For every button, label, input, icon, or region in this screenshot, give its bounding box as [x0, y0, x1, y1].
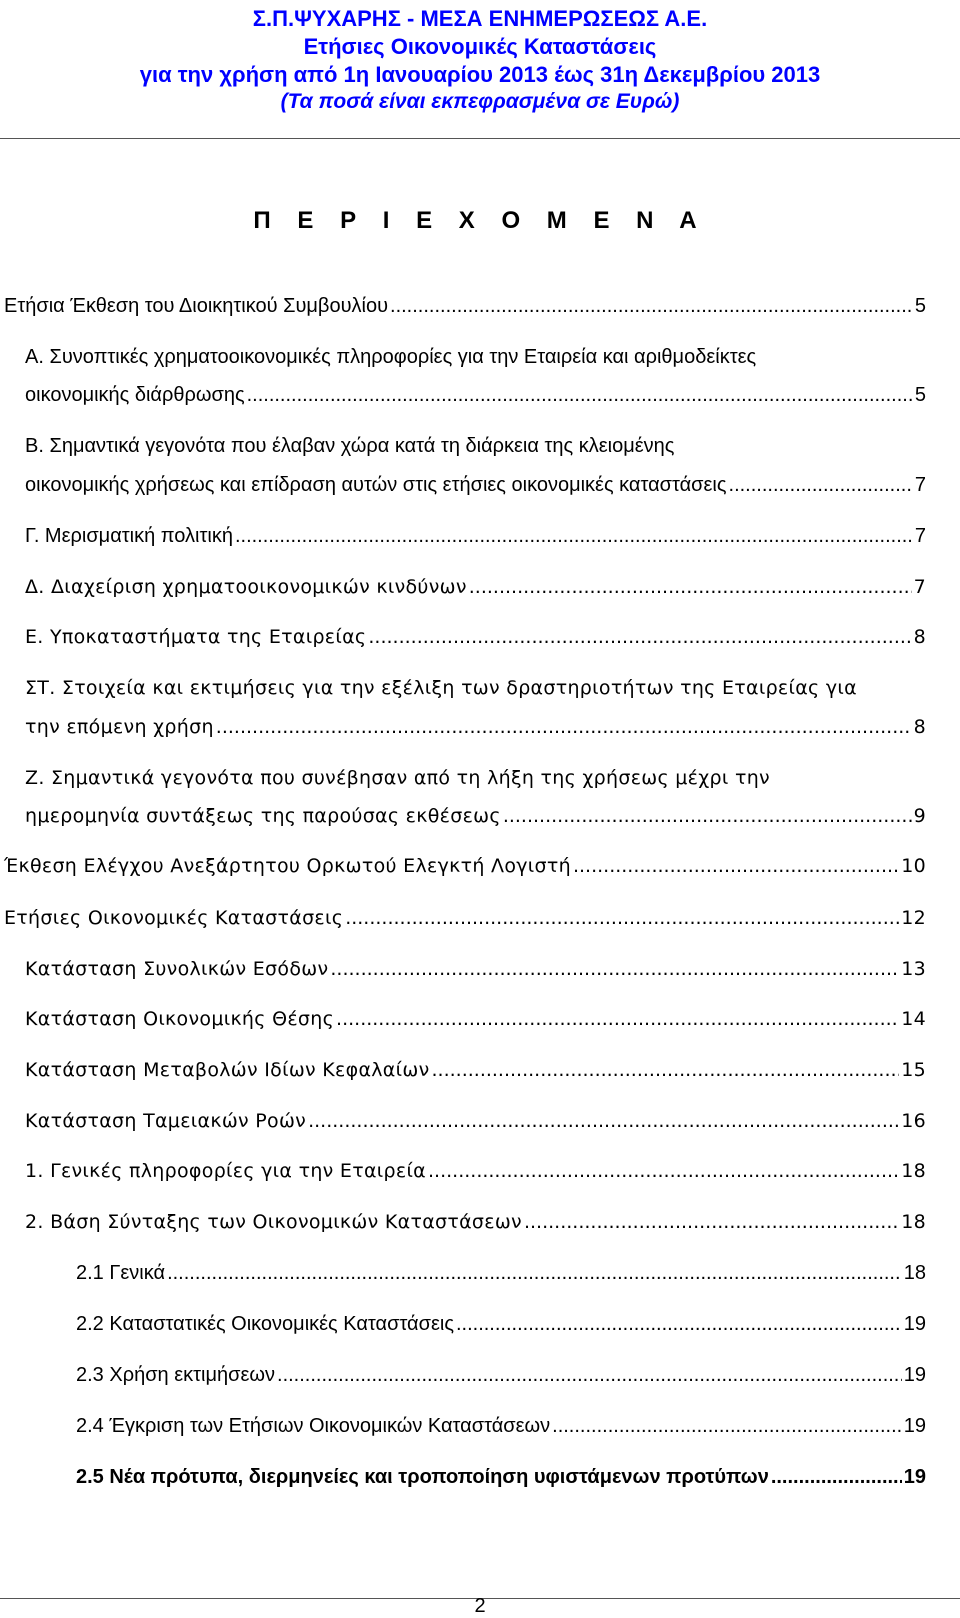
dot-leader	[428, 1158, 899, 1184]
toc-entry-b[interactable]: οικονομικής χρήσεως και επίδραση αυτών στις ετήσιες οικονομικές καταστάσεις ..... 7	[25, 472, 926, 498]
dot-leader	[247, 382, 913, 408]
toc-entry-note-2-5[interactable]: 2.5 Νέα πρότυπα, διερμηνείες και τροποποίηση υφιστάμενων προτύπων ..... 19	[76, 1464, 926, 1490]
toc-entry-audit-report[interactable]: Έκθεση Ελέγχου Ανεξάρτητου Ορκωτού Ελεγκτή Λογιστή ..... 10	[4, 853, 926, 879]
dot-leader	[771, 1464, 902, 1490]
currency-note: (Τα ποσά είναι εκπεφρασμένα σε Ευρώ)	[280, 90, 680, 113]
toc-entry-cash-flows[interactable]: Κατάσταση Ταμειακών Ροών ..... 16	[25, 1108, 926, 1134]
toc-entry-e[interactable]: Ε. Υποκαταστήματα της Εταιρείας ..... 8	[25, 624, 926, 650]
dot-leader	[235, 523, 913, 549]
toc-entry-note-2-3[interactable]: 2.3 Χρήση εκτιμήσεων ..... 19	[76, 1362, 926, 1388]
dot-leader	[552, 1413, 902, 1439]
toc-entry-z[interactable]: ημερομηνία συντάξεως της παρούσας εκθέσεως ..... 9	[25, 803, 926, 829]
dot-leader	[503, 803, 912, 829]
dot-leader	[469, 574, 912, 600]
dot-leader	[390, 293, 913, 319]
dot-leader	[573, 853, 899, 879]
toc-entry-b-line1[interactable]: Β. Σημαντικά γεγονότα που έλαβαν χώρα κατά τη διάρκεια της κλειομένης	[25, 435, 675, 457]
dot-leader	[524, 1209, 899, 1235]
dot-leader	[277, 1362, 902, 1388]
dot-leader	[432, 1057, 900, 1083]
header-divider	[0, 138, 960, 139]
dot-leader	[330, 956, 899, 982]
toc-entry-c[interactable]: Γ. Μερισματική πολιτική ..... 7	[25, 523, 926, 549]
dot-leader	[345, 905, 899, 931]
dot-leader	[167, 1260, 902, 1286]
toc-entry-st[interactable]: την επόμενη χρήση ..... 8	[25, 714, 926, 740]
dot-leader	[368, 624, 911, 650]
toc-entry-financial-statements[interactable]: Ετήσιες Οικονομικές Καταστάσεις ..... 12	[4, 905, 926, 931]
toc-entry-a[interactable]: οικονομικής διάρθρωσης ..... 5	[25, 382, 926, 408]
dot-leader	[336, 1006, 899, 1032]
toc-entry-financial-position[interactable]: Κατάσταση Οικονομικής Θέσης ..... 14	[25, 1006, 926, 1032]
page-number: 2	[474, 1595, 486, 1617]
dot-leader	[729, 472, 913, 498]
toc-entry-z-line1[interactable]: Ζ. Σημαντικά γεγονότα που συνέβησαν από τη λήξη της χρήσεως μέχρι την	[25, 767, 770, 789]
dot-leader	[456, 1311, 902, 1337]
toc-entry-note-2-1[interactable]: 2.1 Γενικά ..... 18	[76, 1260, 926, 1286]
toc-entry-d[interactable]: Δ. Διαχείριση χρηματοοικονομικών κινδύνων ..... 7	[25, 574, 926, 600]
toc-entry-equity-changes[interactable]: Κατάσταση Μεταβολών Ιδίων Κεφαλαίων ..... 15	[25, 1057, 926, 1083]
company-name: Σ.Π.ΨΥΧΑΡΗΣ - ΜΕΣΑ ΕΝΗΜΕΡΩΣΕΩΣ Α.Ε.	[252, 6, 708, 31]
toc-entry-income-statement[interactable]: Κατάσταση Συνολικών Εσόδων ..... 13	[25, 956, 926, 982]
toc-entry-note-1[interactable]: 1. Γενικές πληροφορίες για την Εταιρεία ..... 18	[25, 1158, 926, 1184]
toc-entry-note-2[interactable]: 2. Βάση Σύνταξης των Οικονομικών Καταστάσεων ..... 18	[25, 1209, 926, 1235]
contents-title: Π Ε Ρ Ι Ε Χ Ο Μ Ε Ν Α	[253, 207, 707, 234]
toc-entry-annual-report[interactable]: Ετήσια Έκθεση του Διοικητικού Συμβουλίου ..... 5	[4, 293, 926, 319]
toc-entry-note-2-2[interactable]: 2.2 Καταστατικές Οικονομικές Καταστάσεις ..... 19	[76, 1311, 926, 1337]
toc-entry-note-2-4[interactable]: 2.4 Έγκριση των Ετήσιων Οικονομικών Καταστάσεων ..... 19	[76, 1413, 926, 1439]
toc-entry-st-line1[interactable]: ΣΤ. Στοιχεία και εκτιμήσεις για την εξέλιξη των δραστηριοτήτων της Εταιρείας για	[25, 677, 857, 699]
dot-leader	[216, 714, 912, 740]
dot-leader	[308, 1108, 899, 1134]
toc-entry-a-line1[interactable]: Α. Συνοπτικές χρηματοοικονομικές πληροφορίες για την Εταιρεία και αριθμοδείκτες	[25, 346, 757, 368]
period-line: για την χρήση από 1η Ιανουαρίου 2013 έως 31η Δεκεμβρίου 2013	[139, 62, 821, 87]
statements-title: Ετήσιες Οικονομικές Καταστάσεις	[303, 34, 657, 59]
